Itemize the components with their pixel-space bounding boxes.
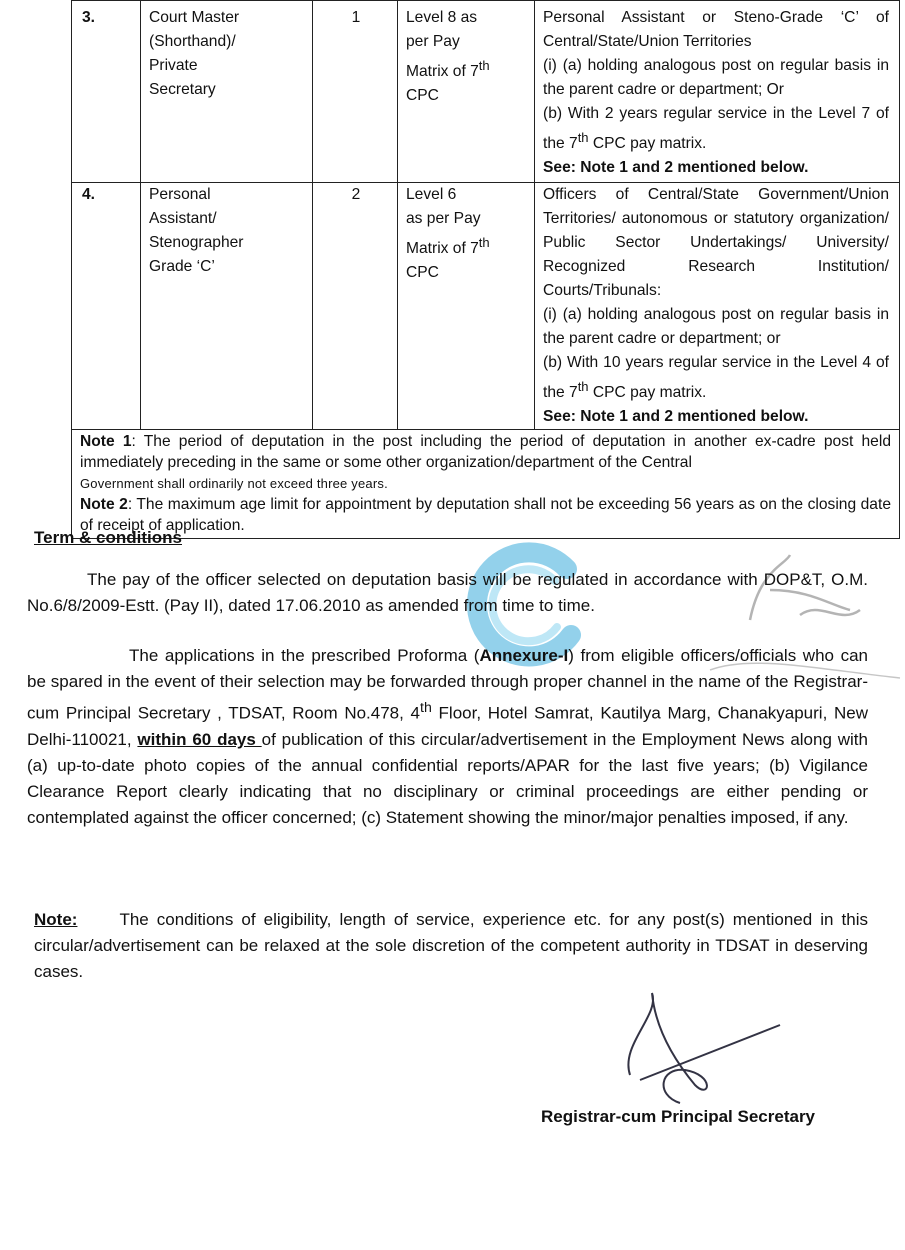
note-1-text: : The period of deputation in the post including the period of deputation in another ex-cadre post held immediately preceding in the same or some other organization/department of the Central <box>80 433 891 472</box>
note-1-label: Note 1 <box>80 433 132 451</box>
eligibility-table <box>71 0 900 539</box>
pay-level: Level 8 as per Pay Matrix of 7th CPC <box>398 1 535 183</box>
row-serial-number: 3. <box>72 1 141 183</box>
post-name: Court Master (Shorthand)/ Private Secretary <box>141 1 313 183</box>
pay-level: Level 6 as per Pay Matrix of 7th CPC <box>398 183 535 430</box>
number-of-posts: 1 <box>313 1 398 183</box>
eligibility-criteria: Personal Assistant or Steno-Grade ‘C’ of Central/State/Union Territories (i) (a) holding analogous post on regular basis in the parent cadre or department; Or (b) With 2 years regular service in the Level 7 of the 7th CPC pay matrix. See: Note 1 and 2 mentioned below. <box>535 1 900 183</box>
table-notes-row <box>72 430 900 539</box>
table-row <box>72 1 900 183</box>
post-name: Personal Assistant/ Stenographer Grade ‘C’ <box>141 183 313 430</box>
note-2-text: : The maximum age limit for appointment by deputation shall not be exceeding 56 years as on the closing date of receipt of application. <box>80 496 891 535</box>
see-note: See: Note 1 and 2 mentioned below. <box>543 159 809 177</box>
eligibility-criteria: Officers of Central/State Government/Union Territories/ autonomous or statutory organization/ Public Sector Undertakings/ University/ Recognized Research Institution/ Courts/Tribunals: (i) (a) holding analogous post on regular basis in the parent cadre or department; or (b) With 10 years regular service in the Level 4 of the 7th CPC pay matrix. See: Note 1 and 2 mentioned below. <box>535 183 900 430</box>
signature-icon <box>600 985 800 1105</box>
section-heading: Term & conditions <box>34 528 182 547</box>
application-paragraph: The applications in the prescribed Proforma (Annexure-I) from eligible officers/officials who can be spared in the event of their selection may be forwarded through proper channel in the name of the Registrar-cum Principal Secretary , TDSAT, Room No.478, 4th Floor, Hotel Samrat, Kautilya Marg, Chanakyapuri, New Delhi-110021, within 60 days of publication of this circular/advertisement in the Employment News along with (a) up-to-date photo copies of the annual confidential reports/APAR for the last five years; (b) Vigilance Clearance Report clearly indicating that no disciplinary or criminal proceedings are either pending or contemplated against the officer concerned; (c) Statement showing the minor/major penalties imposed, if any. <box>27 646 869 827</box>
table-row <box>72 183 900 430</box>
pay-regulation-paragraph: The pay of the officer selected on deputation basis will be regulated in accordance with DOP&T, O.M. No.6/8/2009-Estt. (Pay II), dated 17.06.2010 as amended from time to time. <box>27 570 868 615</box>
note-label: Note: <box>34 910 78 929</box>
row-serial-number: 4. <box>72 183 141 430</box>
see-note: See: Note 1 and 2 mentioned below. <box>543 408 809 426</box>
number-of-posts: 2 <box>313 183 398 430</box>
note-1-small-text: Government shall ordinarily not exceed three years. <box>80 476 388 492</box>
note-2-label: Note 2 <box>80 496 128 514</box>
deadline-text: within 60 days <box>137 729 262 749</box>
table-notes <box>72 430 900 539</box>
relaxation-note: Note: The conditions of eligibility, length of service, experience etc. for any post(s) mentioned in this circular/advertisement can be relaxed at the sole discretion of the competent authority in TDSAT in deserving cases. <box>34 910 868 981</box>
signatory-title: Registrar-cum Principal Secretary <box>541 1107 816 1126</box>
